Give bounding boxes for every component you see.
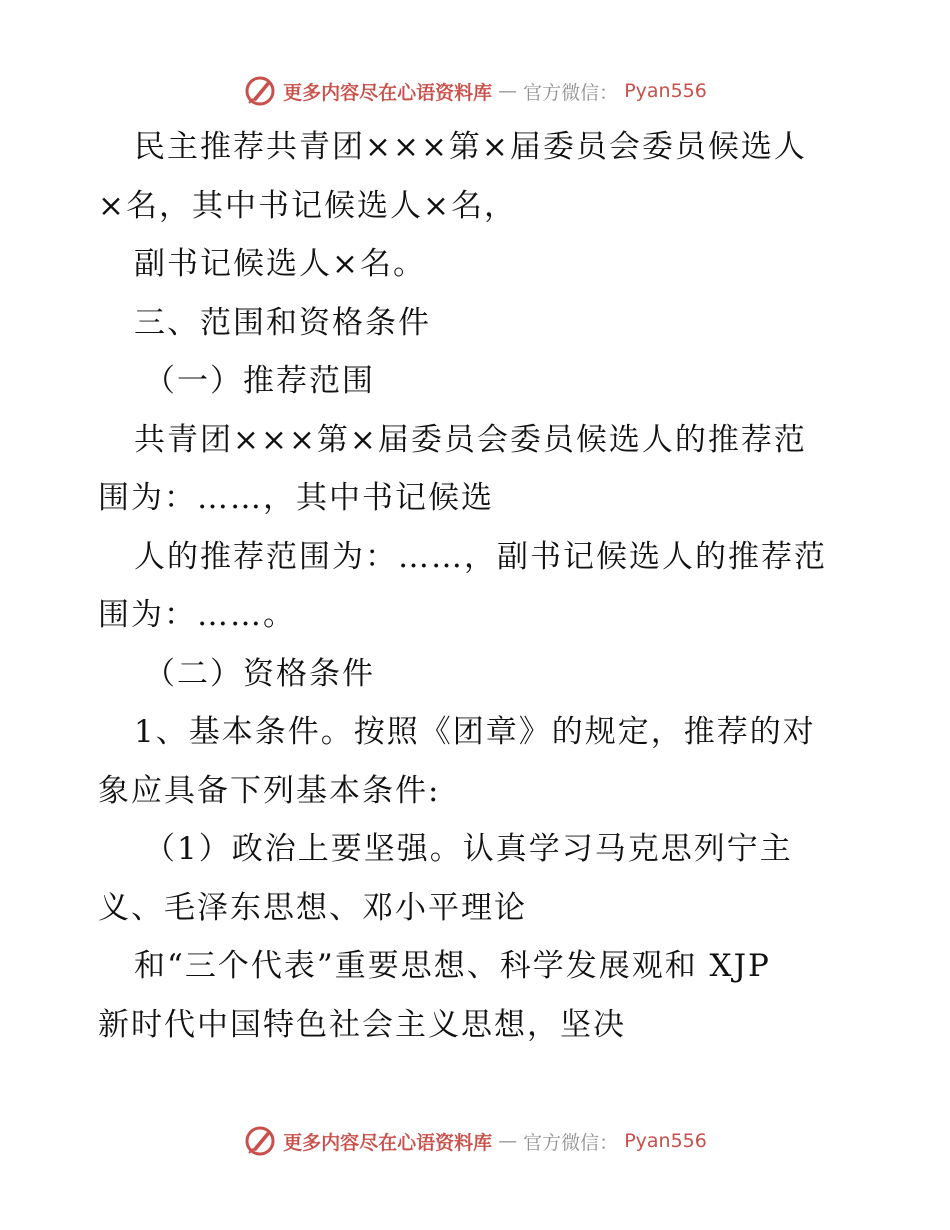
watermark-brand: [243, 74, 707, 108]
watermark-separator: —: [498, 80, 518, 102]
watermark-title: 更多内容尽在心语资料库: [283, 1131, 493, 1154]
quill-pen-circle-icon: [243, 74, 277, 108]
footer-watermark: [0, 1121, 950, 1161]
text-line: ×名，其中书记候选人×名，: [98, 188, 517, 224]
section-heading: 三、范围和资格条件: [134, 305, 431, 341]
watermark-separator: —: [498, 1130, 518, 1152]
watermark-subtitle: 官方微信：: [523, 1131, 619, 1154]
text-line: 象应具备下列基本条件:: [98, 773, 441, 809]
text-line: 共青团×××第×届委员会委员候选人的推荐范: [134, 422, 807, 458]
quill-pen-circle-icon: [243, 1124, 277, 1158]
text-line: （1）政治上要坚强。认真学习马克思列宁主: [144, 831, 793, 867]
text-line: 围为：……，其中书记候选: [98, 480, 494, 516]
watermark-wechat-id: Pyan556: [624, 1130, 707, 1152]
watermark-wechat-id: Pyan556: [624, 80, 707, 102]
watermark-subtitle: 官方微信：: [523, 81, 619, 104]
text-line: 围为：……。: [98, 597, 296, 633]
watermark-title: 更多内容尽在心语资料库: [283, 81, 493, 104]
text-line: 民主推荐共青团×××第×届委员会委员候选人: [134, 129, 807, 165]
text-line: 人的推荐范围为：……，副书记候选人的推荐范: [134, 539, 827, 575]
text-line: 副书记候选人×名。: [134, 246, 426, 282]
subsection-heading: （一）推荐范围: [144, 363, 375, 399]
watermark-brand: [243, 1124, 707, 1158]
text-line: 和“三个代表”重要思想、科学发展观和 XJP: [134, 948, 771, 984]
text-line: 义、毛泽东思想、邓小平理论: [98, 890, 527, 926]
text-line: 1、基本条件。按照《团章》的规定，推荐的对: [134, 714, 816, 750]
header-watermark: [0, 71, 950, 111]
subsection-heading: （二）资格条件: [144, 656, 375, 692]
text-line: 新时代中国特色社会主义思想，坚决: [98, 1007, 626, 1043]
